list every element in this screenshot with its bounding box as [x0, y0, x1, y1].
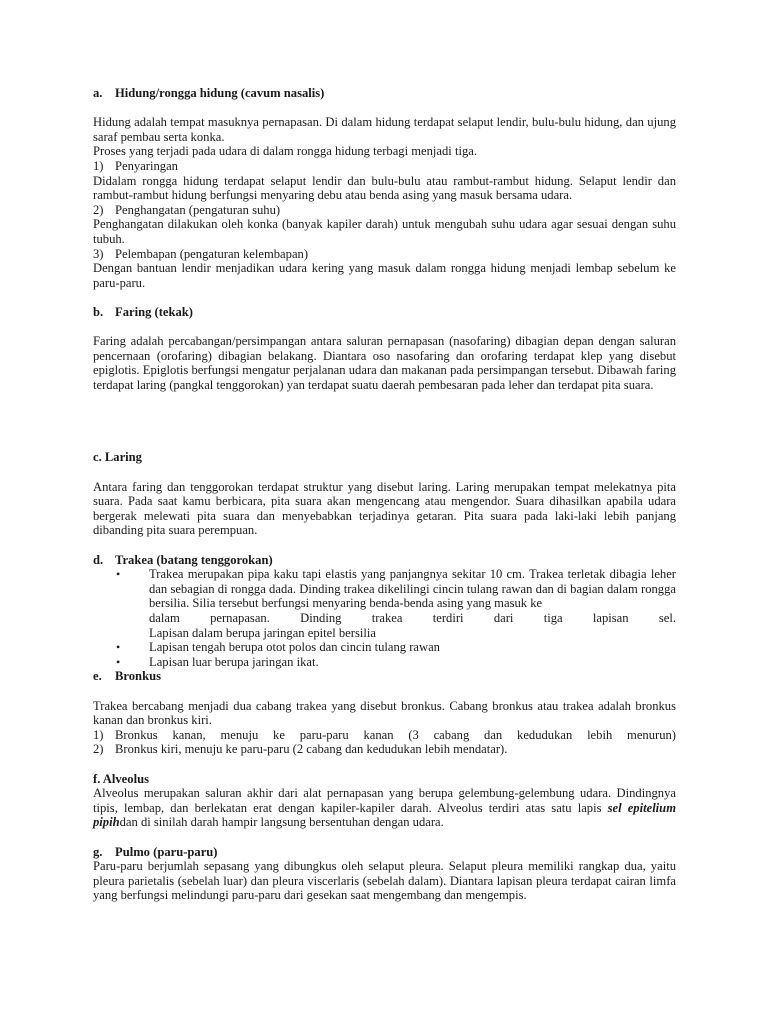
heading-alveolus: f. Alveolus — [93, 771, 149, 786]
paragraph-pulmo: Paru-paru berjumlah sepasang yang dibungkus oleh selaput pleura. Selaput pleura memiliki rangkap dua, yaitu pleura parietalis (sebelah luar) dan pleura viscerlaris (sebelah dalam). Diantara lapisan pleura terdapat cairan limfa yang berfungsi melindungi paru-paru dari gesekan saat mengembang dan mengempis. — [93, 859, 676, 903]
list-item: • Lapisan tengah berupa otot polos dan cincin tulang rawan — [114, 640, 676, 655]
trakea-bullet-list — [93, 567, 676, 669]
step-penghangatan-text: Penghangatan dilakukan oleh konka (banyak kapiler darah) untuk mengubah suhu udara agar sesuai dengan suhu tubuh. — [93, 217, 676, 246]
heading-trakea: d. Trakea (batang tenggorokan) — [93, 552, 273, 567]
heading-bronkus: e. Bronkus — [93, 669, 161, 684]
bronkus-item-kiri: 2) Bronkus kiri, menuju ke paru-paru (2 cabang dan kedudukan lebih mendatar). — [93, 742, 508, 757]
paragraph-bronkus: Trakea bercabang menjadi dua cabang trakea yang disebut bronkus. Cabang bronkus atau trakea adalah bronkus kanan dan bronkus kiri. — [93, 698, 676, 728]
list-item: • Trakea merupakan pipa kaku tapi elastis yang panjangnya sekitar 10 cm. Trakea terletak dibagia leher dan sebagian di rongga dada. Dinding trakea dikelilingi cincin tulang rawan dan di bagian dalam rongga bersilia. Silia tersebut berfungsi menyaring benda-benda asing yang masuk ke dalam pernapasan. Dinding trakea terdiri dari tiga lapisan sel. Lapisan dalam berupa jaringan epitel bersilia — [114, 567, 676, 640]
heading-hidung: a. Hidung/rongga hidung (cavum nasalis) — [93, 86, 325, 100]
paragraph-alveolus: Alveolus merupakan saluran akhir dari alat pernapasan yang berupa gelembung-gelembung udara. Dindingnya tipis, lembap, dan berlekatan erat dengan kapiler-kapiler darah. Alveolus terdiri atas satu lapis sel epitelium pipihdan di sinilah darah hampir langsung bersentuhan dengan udara. — [93, 786, 676, 830]
step-pelembapan-text: Dengan bantuan lendir menjadikan udara kering yang masuk dalam rongga hidung menjadi lembap sebelum ke paru-paru. — [93, 261, 676, 290]
paragraph-laring: Antara faring dan tenggorokan terdapat struktur yang disebut laring. Laring merupakan tempat melekatnya pita suara. Pada saat kamu berbicara, pita suara akan mengencang atau mengendor. Suara dihasilkan apabila udara bergerak melewati pita suara dan menyebabkan terjadinya getaran. Pita suara pada laki-laki lebih panjang dibanding pita suara perempuan. — [93, 479, 676, 538]
emphasis-sel-epitelium: sel epitelium pipih — [93, 800, 676, 830]
step-penyaringan: 1) Penyaringan — [93, 158, 178, 173]
heading-laring: c. Laring — [93, 450, 142, 465]
document-page — [93, 86, 676, 903]
step-pelembapan: 3) Pelembapan (pengaturan kelembapan) — [93, 246, 309, 261]
step-penyaringan-text: Didalam rongga hidung terdapat selaput lendir dan bulu-bulu atau rambut-rambut hidung. Selaput lendir dan rambut-rambut hidung berfungsi menyaring debu atau benda asing yang masuk bersama udara. — [93, 173, 676, 203]
paragraph-hidung-intro: Hidung adalah tempat masuknya pernapasan. Di dalam hidung terdapat selaput lendir, bulu-bulu hidung, dan ujung saraf pembau serta konka. — [93, 115, 676, 144]
paragraph-faring: Faring adalah percabangan/persimpangan antara saluran pernapasan (nasofaring) dibagian depan dengan saluran pencernaan (orofaring) dibagian belakang. Diantara oso nasofaring dan orofaring terdapat klep yang disebut epiglotis. Epiglotis berfungsi mengatur perjalanan udara dan makanan pada persimpangan tersebut. Dibawah faring terdapat laring (pangkal tenggorokan) yan terdapat suatu daerah pembesaran pada leher dan terdapat pita suara. — [93, 334, 676, 392]
bronkus-item-kanan: 1) Bronkus kanan, menuju ke paru-paru kanan (3 cabang dan kedudukan lebih menurun) — [93, 727, 676, 742]
list-item: • Lapisan luar berupa jaringan ikat. — [114, 655, 676, 670]
step-penghangatan: 2) Penghangatan (pengaturan suhu) — [93, 202, 281, 217]
heading-pulmo: g. Pulmo (paru-paru) — [93, 844, 218, 859]
paragraph-hidung-process: Proses yang terjadi pada udara di dalam rongga hidung terbagi menjadi tiga. — [93, 144, 477, 159]
heading-faring: b. Faring (tekak) — [93, 304, 194, 319]
